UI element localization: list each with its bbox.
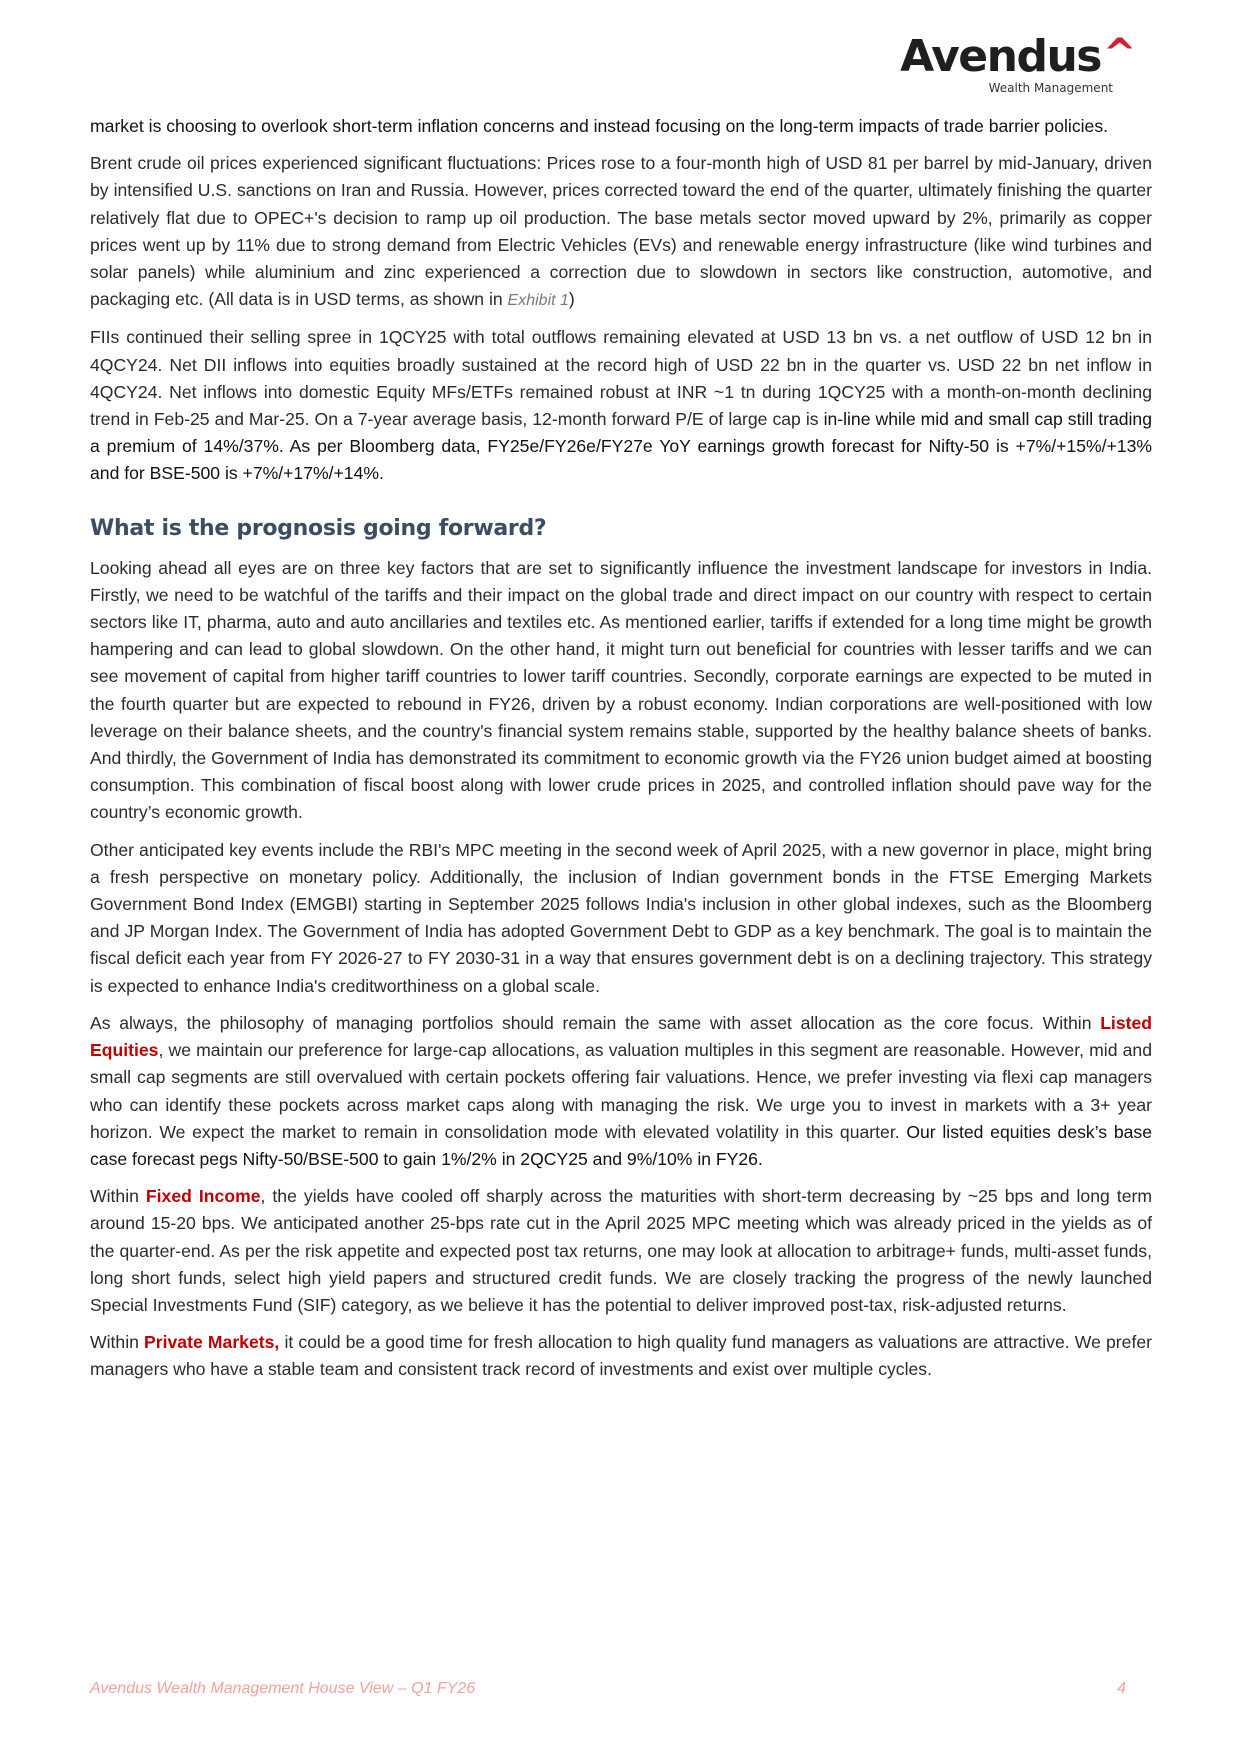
logo-wordmark xyxy=(900,31,1135,82)
brand-logo xyxy=(900,32,1135,95)
paragraph-text: , we maintain our preference for large-cap allocations, as valuation multiples in this segment are reasonable. However, mid and small cap segments are still overvalued with certain pockets offering fair valuations. Hence, we prefer investing via flexi cap managers who can identify these pockets across market caps along with managing the risk. We urge you to invest in markets with a 3+ year horizon. We expect the market to remain in consolidation mode with elevated volatility in this quarter. xyxy=(90,1040,1152,1142)
page-number: 4 xyxy=(1117,1680,1126,1697)
paragraph-text: Looking ahead all eyes are on three key factors that are set to significantly influence the investment landscape for investors in India. Firstly, we need to be watchful of the tariffs and their impact on the global trade and direct impact on our country with respect to certain sectors like IT, pharma, auto and auto ancillaries and textiles etc. As mentioned earlier, tariffs if extended for a long time might be growth hampering and can lead to global slowdown. On the other hand, it might turn out beneficial for countries with lesser tariffs and we can see movement of capital from higher tariff countries to lower tariff countries. Secondly, corporate earnings are expected to be muted in the fourth quarter but are expected to rebound in FY26, driven by a robust economy. Indian corporations are well-positioned with low leverage on their balance sheets, and the country's financial system remains stable, supported by the healthy balance sheets of banks. And thirdly, the Government of India has demonstrated its commitment to economic growth via the FY26 union budget aimed at boosting consumption. This combination of fiscal boost along with lower crude prices in 2025, and controlled inflation should pave way for the country’s economic growth. xyxy=(90,557,1152,823)
paragraph-key-events xyxy=(90,837,1152,1000)
paragraph-text: market is choosing to overlook short-term inflation concerns and instead focusing on the long-term impacts of trade barrier policies. xyxy=(90,116,1108,136)
paragraph-text: As always, the philosophy of managing portfolios should remain the same with asset allocation as the core focus. Within xyxy=(90,1012,1101,1033)
paragraph-text: Within xyxy=(90,1332,145,1353)
paragraph-flows xyxy=(90,324,1152,487)
paragraph-private-markets xyxy=(90,1329,1152,1383)
paragraph-text: , the yields have cooled off sharply across the maturities with short-term decreasing by ~25 bps and long term around 15-20 bps. We anticipated another 25-bps rate cut in the April 2025 MPC meeting which was already priced in the yields as of the quarter-end. As per the risk appetite and expected post tax returns, one may look at allocation to arbitrage+ funds, multi-asset funds, long short funds, select high yield papers and structured credit funds. We are closely tracking the progress of the newly launched Special Investments Fund (SIF) category, as we believe it has the potential to deliver improved post-tax, risk-adjusted returns. xyxy=(90,1186,1152,1315)
section-heading: What is the prognosis going forward? xyxy=(90,515,547,541)
paragraph-listed-equities xyxy=(90,1010,1152,1173)
paragraph-emphasis: Our listed equities desk’s base case forecast pegs Nifty-50/BSE-500 to gain 1%/2% in 2QCY25 and 9%/10% in FY26. xyxy=(90,1121,1152,1169)
paragraph-commodities xyxy=(90,150,1152,314)
logo-text: Avendus xyxy=(900,31,1101,82)
caret-icon: ^ xyxy=(1102,31,1135,77)
paragraph-text: Other anticipated key events include the RBI's MPC meeting in the second week of April 2025, with a new governor in place, might bring a fresh perspective on monetary policy. Additionally, the inclusion of Indian government bonds in the FTSE Emerging Markets Government Bond Index (EMGBI) starting in September 2025 follows India's inclusion in other global indexes, such as the Bloomberg and JP Morgan Index. The Government of India has adopted Government Debt to GDP as a key benchmark. The goal is to maintain the fiscal deficit each year from FY 2026-27 to FY 2030-31 in a way that ensures government debt is on a declining trajectory. This strategy is expected to enhance India's creditworthiness on a global scale. xyxy=(90,839,1152,996)
fixed-income-label: Fixed Income xyxy=(145,1186,261,1207)
footer-title: Avendus Wealth Management House View – Q1 FY26 xyxy=(90,1680,476,1697)
private-markets-label: Private Markets, xyxy=(144,1332,280,1353)
paragraph-text: Within xyxy=(90,1186,146,1207)
paragraph-fixed-income xyxy=(90,1183,1152,1319)
logo-subtitle: Wealth Management xyxy=(988,81,1113,95)
page-content xyxy=(90,113,1152,1394)
paragraph-outlook xyxy=(90,555,1152,827)
paragraph-text: Brent crude oil prices experienced significant fluctuations: Prices rose to a four-month high of USD 81 per barrel by mid-January, driven by intensified U.S. sanctions on Iran and Russia. However, prices corrected toward the end of the quarter, ultimately finishing the quarter relatively flat due to OPEC+'s decision to ramp up oil production. The base metals sector moved upward by 2%, primarily as copper prices went up by 11% due to strong demand from Electric Vehicles (EVs) and renewable energy infrastructure (like wind turbines and solar panels) while aluminium and zinc experienced a correction due to slowdown in sectors like construction, automotive, and packaging etc. (All data is in USD terms, as shown in xyxy=(90,153,1152,310)
paragraph-text: it could be a good time for fresh allocation to high quality fund managers as valuations are attractive. We prefer managers who have a stable team and consistent track record of investments and exist over multiple cycles. xyxy=(90,1332,1152,1380)
paragraph-text-close: ) xyxy=(568,289,575,310)
paragraph-emphasis: in-line while mid and small cap still trading a premium of 14%/37%. As per Bloomberg data, FY25e/FY26e/FY27e YoY earnings growth forecast for Nifty-50 is +7%/+15%/+13% and for BSE-500 is +7%/+17%/+14%. xyxy=(90,409,1152,484)
paragraph-text: FIIs continued their selling spree in 1QCY25 with total outflows remaining elevated at USD 13 bn vs. a net outflow of USD 12 bn in 4QCY24. Net DII inflows into equities broadly sustained at the record high of USD 22 bn in the quarter vs. USD 22 bn net inflow in 4QCY24. Net inflows into domestic Equity MFs/ETFs remained robust at INR ~1 tn during 1QCY25 with a month-on-month declining trend in Feb-25 and Mar-25. On a 7-year average basis, 12-month forward P/E of large cap is xyxy=(90,327,1152,430)
listed-equities-label: Listed Equities xyxy=(90,1012,1152,1061)
exhibit-link[interactable]: Exhibit 1 xyxy=(507,292,569,310)
paragraph-inflation xyxy=(90,113,1152,140)
